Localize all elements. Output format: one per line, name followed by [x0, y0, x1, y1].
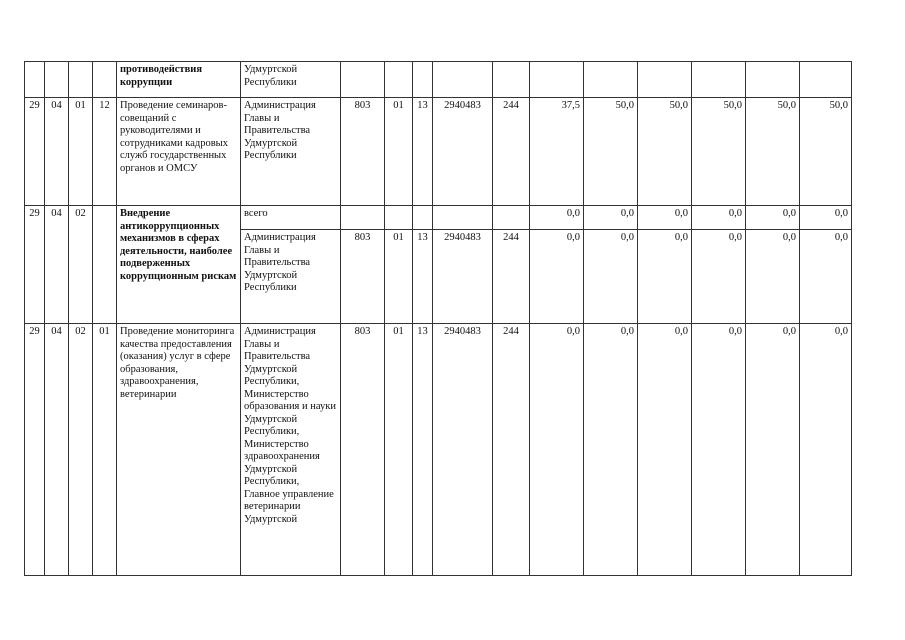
- value-cell: 0,0: [584, 230, 638, 324]
- table-row: [25, 62, 852, 98]
- code-om: 02: [69, 206, 93, 324]
- code-cs: 2940483: [433, 230, 493, 324]
- code-rz: 01: [385, 98, 413, 206]
- code-rz: 01: [385, 230, 413, 324]
- value-cell: 0,0: [746, 324, 800, 576]
- executor: Администрация Главы и Правительства Удмуртской Республики: [241, 230, 341, 324]
- value-cell: 0,0: [638, 206, 692, 230]
- value-cell: 37,5: [530, 98, 584, 206]
- table-row: [25, 98, 852, 206]
- value-cell: 0,0: [530, 206, 584, 230]
- code-rz: 01: [385, 324, 413, 576]
- budget-table: [24, 61, 852, 576]
- code-gp: 29: [25, 324, 45, 576]
- value-cell: 0,0: [584, 324, 638, 576]
- code-om: 02: [69, 324, 93, 576]
- measure-name: противодействия коррупции: [117, 62, 241, 98]
- value-cell: 0,0: [638, 324, 692, 576]
- code-vr: 244: [493, 230, 530, 324]
- code-cs: 2940483: [433, 98, 493, 206]
- measure-name: Внедрение антикоррупционных механизмов в сферах деятельности, наиболее подверженных коррупционным рискам: [117, 206, 241, 324]
- code-pr: 13: [413, 324, 433, 576]
- code-pp: 04: [45, 98, 69, 206]
- value-cell: 0,0: [584, 206, 638, 230]
- value-cell: 0,0: [746, 206, 800, 230]
- value-cell: 0,0: [638, 230, 692, 324]
- code-grbs: 803: [341, 324, 385, 576]
- code-pp: 04: [45, 324, 69, 576]
- code-om: 01: [69, 98, 93, 206]
- executor: Удмуртской Республики: [241, 62, 341, 98]
- value-cell: 0,0: [800, 324, 852, 576]
- value-cell: 0,0: [530, 324, 584, 576]
- value-cell: 0,0: [800, 230, 852, 324]
- code-vr: 244: [493, 324, 530, 576]
- value-cell: 0,0: [800, 206, 852, 230]
- value-cell: 0,0: [692, 230, 746, 324]
- code-grbs: 803: [341, 230, 385, 324]
- code-gp: 29: [25, 206, 45, 324]
- code-pr: 13: [413, 230, 433, 324]
- table-row: [25, 206, 852, 230]
- measure-name: Проведение семинаров-совещаний с руководителями и сотрудниками кадровых служб государственных органов и ОМСУ: [117, 98, 241, 206]
- code-m: 12: [93, 98, 117, 206]
- value-cell: 50,0: [692, 98, 746, 206]
- code-vr: 244: [493, 98, 530, 206]
- executor: Администрация Главы и Правительства Удмуртской Республики, Министерство образования и науки Удмуртской Республики, Министерство здравоохранения Удмуртской Республики, Главное управление ветеринарии Удмуртской: [241, 324, 341, 576]
- table-row: [25, 324, 852, 576]
- value-cell: 50,0: [638, 98, 692, 206]
- code-pp: 04: [45, 206, 69, 324]
- code-cs: 2940483: [433, 324, 493, 576]
- executor: Администрация Главы и Правительства Удмуртской Республики: [241, 98, 341, 206]
- code-grbs: 803: [341, 98, 385, 206]
- value-cell: 0,0: [746, 230, 800, 324]
- measure-name: Проведение мониторинга качества предоставления (оказания) услуг в сфере образования, здравоохранения, ветеринарии: [117, 324, 241, 576]
- value-cell: 50,0: [584, 98, 638, 206]
- value-cell: 50,0: [746, 98, 800, 206]
- value-cell: 0,0: [692, 324, 746, 576]
- value-cell: 50,0: [800, 98, 852, 206]
- code-pr: 13: [413, 98, 433, 206]
- code-m: 01: [93, 324, 117, 576]
- value-cell: 0,0: [530, 230, 584, 324]
- code-gp: 29: [25, 98, 45, 206]
- value-cell: 0,0: [692, 206, 746, 230]
- executor: всего: [241, 206, 341, 230]
